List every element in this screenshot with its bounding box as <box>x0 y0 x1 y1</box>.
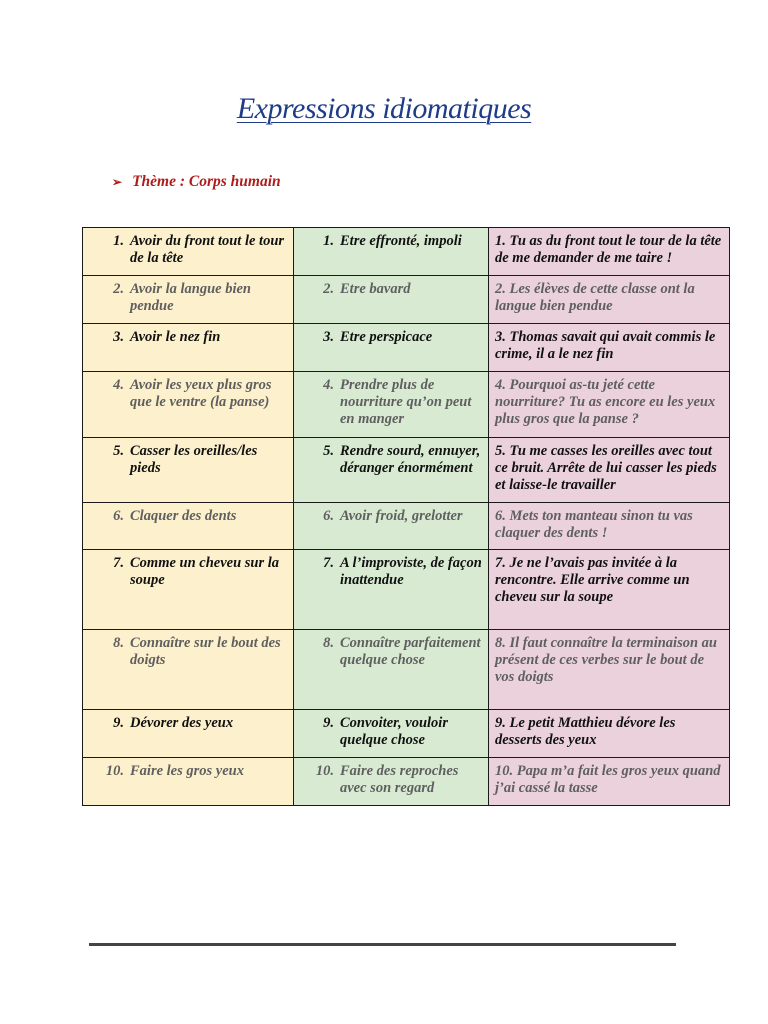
meaning-cell <box>294 276 489 324</box>
example-cell <box>489 324 730 372</box>
expression-text: Avoir les yeux plus gros que le ventre (la panse) <box>130 377 272 410</box>
row-number: 4. <box>323 377 334 393</box>
arrow-bullet-icon: ➢ <box>112 174 123 189</box>
row-number: 8. <box>323 635 334 651</box>
meaning-text: Convoiter, vouloir quelque chose <box>340 715 448 748</box>
expression-text: Casser les oreilles/les pieds <box>130 443 258 476</box>
expression-text: Avoir le nez fin <box>130 329 221 345</box>
example-cell <box>489 630 730 710</box>
meaning-cell <box>294 228 489 276</box>
table-row <box>83 324 730 372</box>
expression-cell <box>83 503 294 550</box>
table-row <box>83 228 730 276</box>
example-cell <box>489 276 730 324</box>
row-number: 10. <box>315 763 334 779</box>
row-number: 4. <box>113 377 124 393</box>
example-text: 8. Il faut connaître la terminaison au présent de ces verbes sur le bout de vos doigts <box>495 635 717 685</box>
example-cell <box>489 372 730 438</box>
row-number: 1. <box>113 233 124 249</box>
meaning-text: A l’improviste, de façon inattendue <box>340 555 482 588</box>
meaning-text: Rendre sourd, ennuyer, déranger énormément <box>340 443 481 476</box>
footer-divider <box>89 943 676 946</box>
example-cell <box>489 228 730 276</box>
meaning-text: Prendre plus de nourriture qu’on peut en manger <box>340 377 472 427</box>
meaning-cell <box>294 438 489 503</box>
theme-heading <box>112 173 281 191</box>
row-number: 8. <box>113 635 124 651</box>
table-row <box>83 503 730 550</box>
row-number: 3. <box>323 329 334 345</box>
table-row <box>83 710 730 758</box>
row-number: 5. <box>113 443 124 459</box>
example-text: 3. Thomas savait qui avait commis le crime, il a le nez fin <box>495 329 716 362</box>
expression-cell <box>83 438 294 503</box>
meaning-text: Etre perspicace <box>340 329 433 345</box>
meaning-cell <box>294 630 489 710</box>
example-text: 10. Papa m’a fait les gros yeux quand j’ai cassé la tasse <box>495 763 721 796</box>
row-number: 6. <box>113 508 124 524</box>
meaning-cell <box>294 710 489 758</box>
table-row <box>83 758 730 806</box>
page-title: Expressions idiomatiques <box>236 92 532 125</box>
example-cell <box>489 710 730 758</box>
expression-text: Claquer des dents <box>130 508 237 524</box>
meaning-cell <box>294 550 489 630</box>
example-cell <box>489 438 730 503</box>
example-text: 1. Tu as du front tout le tour de la tête de me demander de me taire ! <box>495 233 722 266</box>
expressions-table <box>82 227 730 806</box>
expression-text: Dévorer des yeux <box>130 715 234 731</box>
meaning-cell <box>294 758 489 806</box>
meaning-text: Avoir froid, grelotter <box>340 508 463 524</box>
meaning-cell <box>294 372 489 438</box>
expression-text: Comme un cheveu sur la soupe <box>130 555 280 588</box>
expression-cell <box>83 372 294 438</box>
expression-text: Avoir la langue bien pendue <box>130 281 251 314</box>
row-number: 1. <box>323 233 334 249</box>
meaning-text: Etre effronté, impoli <box>340 233 462 249</box>
expressions-table-body <box>83 228 730 806</box>
expression-cell <box>83 630 294 710</box>
expression-cell <box>83 228 294 276</box>
example-text: 4. Pourquoi as-tu jeté cette nourriture? Tu as encore eu les yeux plus gros que la panse ? <box>495 377 716 427</box>
expression-cell <box>83 710 294 758</box>
example-text: 6. Mets ton manteau sinon tu vas claquer des dents ! <box>495 508 693 541</box>
expression-cell <box>83 276 294 324</box>
table-row <box>83 372 730 438</box>
meaning-cell <box>294 324 489 372</box>
expression-text: Faire les gros yeux <box>130 763 244 779</box>
expression-text: Connaître sur le bout des doigts <box>130 635 281 668</box>
row-number: 9. <box>323 715 334 731</box>
meaning-text: Faire des reproches avec son regard <box>340 763 459 796</box>
row-number: 10. <box>105 763 124 779</box>
theme-label: Thème : Corps humain <box>132 173 281 190</box>
row-number: 2. <box>113 281 124 297</box>
example-cell <box>489 503 730 550</box>
expression-text: Avoir du front tout le tour de la tête <box>130 233 285 266</box>
example-text: 2. Les élèves de cette classe ont la langue bien pendue <box>495 281 695 314</box>
row-number: 5. <box>323 443 334 459</box>
expression-cell <box>83 324 294 372</box>
example-text: 9. Le petit Matthieu dévore les desserts des yeux <box>495 715 676 748</box>
meaning-cell <box>294 503 489 550</box>
table-row <box>83 438 730 503</box>
row-number: 9. <box>113 715 124 731</box>
meaning-text: Connaître parfaitement quelque chose <box>340 635 481 668</box>
example-cell <box>489 550 730 630</box>
example-cell <box>489 758 730 806</box>
expression-cell <box>83 550 294 630</box>
table-row <box>83 550 730 630</box>
row-number: 7. <box>113 555 124 571</box>
table-row <box>83 276 730 324</box>
example-text: 7. Je ne l’avais pas invitée à la rencontre. Elle arrive comme un cheveu sur la soupe <box>495 555 690 605</box>
row-number: 7. <box>323 555 334 571</box>
row-number: 3. <box>113 329 124 345</box>
row-number: 2. <box>323 281 334 297</box>
table-row <box>83 630 730 710</box>
meaning-text: Etre bavard <box>340 281 411 297</box>
row-number: 6. <box>323 508 334 524</box>
example-text: 5. Tu me casses les oreilles avec tout ce bruit. Arrête de lui casser les pieds et laisse-le travailler <box>495 443 717 493</box>
expression-cell <box>83 758 294 806</box>
